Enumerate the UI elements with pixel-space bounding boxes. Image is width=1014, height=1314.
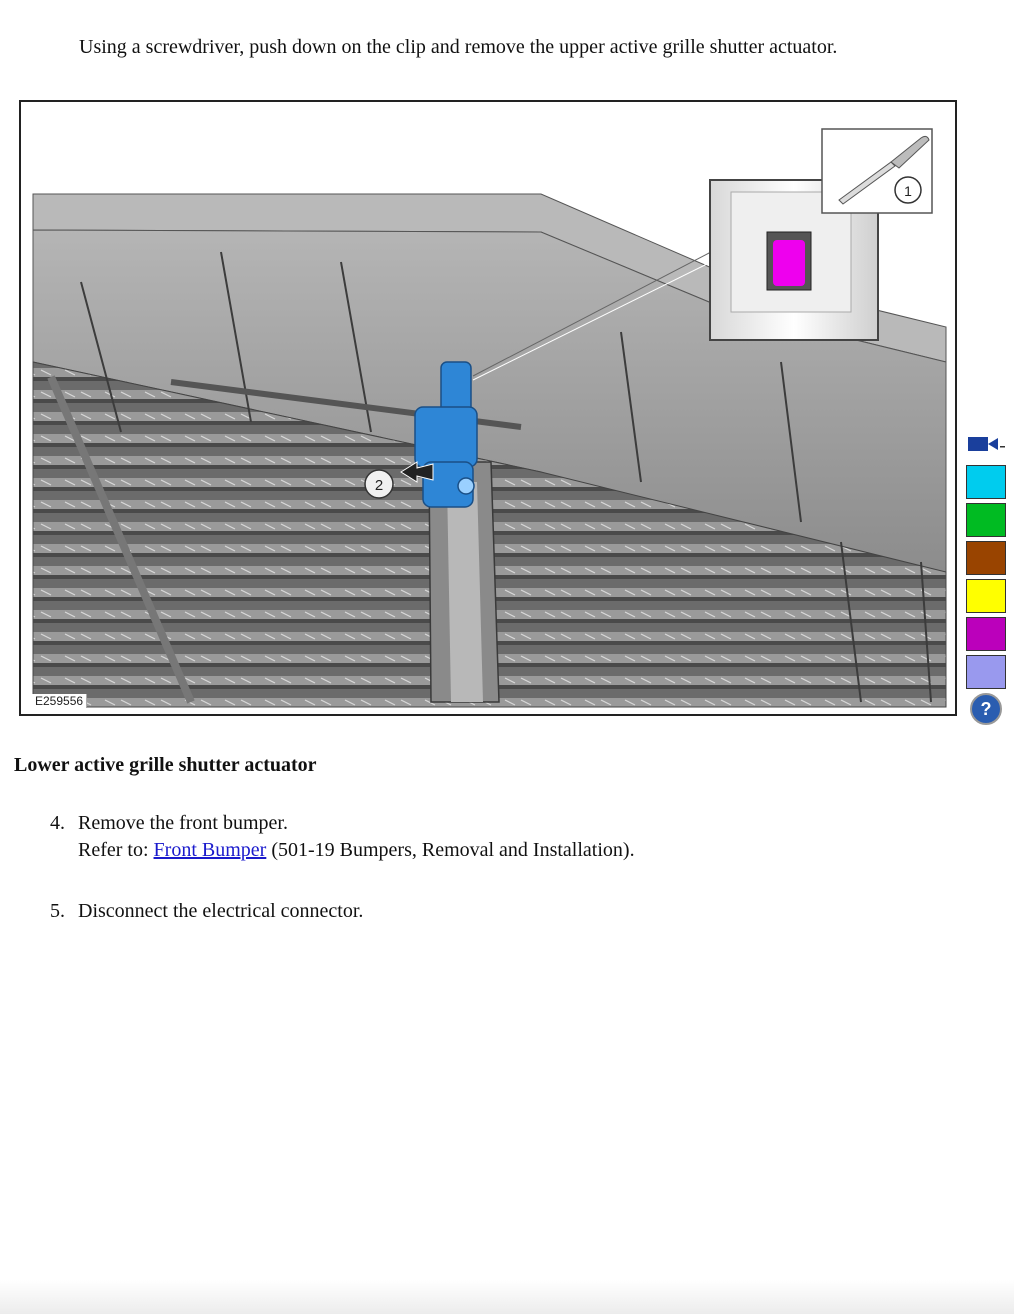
callout-2: 2 (374, 477, 384, 494)
section-heading: Lower active grille shutter actuator (14, 754, 317, 776)
step-number: 5. (50, 900, 65, 922)
color-swatch-cyan (966, 465, 1006, 499)
intro-instruction: Using a screwdriver, push down on the clip and remove the upper active grille shutter actuator. (79, 36, 838, 58)
color-swatch-lavender (966, 655, 1006, 689)
front-bumper-link[interactable]: Front Bumper (153, 839, 267, 861)
color-legend (966, 434, 1008, 725)
color-swatch-brown (966, 541, 1006, 575)
refer-prefix: Refer to: (78, 839, 149, 861)
step-text: Remove the front bumper. (78, 812, 288, 834)
color-swatch-magenta (966, 617, 1006, 651)
help-icon[interactable]: ? (970, 693, 1002, 725)
figure-id-label: E259556 (32, 694, 87, 708)
page-bottom-edge (0, 1280, 1014, 1314)
camera-icon[interactable] (966, 434, 1006, 456)
step-number: 4. (50, 812, 65, 834)
callout-1: 1 (904, 183, 912, 199)
refer-suffix: (501-19 Bumpers, Removal and Installation). (271, 839, 635, 861)
color-swatch-green (966, 503, 1006, 537)
step-list (50, 810, 635, 959)
grille-illustration (21, 102, 955, 714)
color-swatch-yellow (966, 579, 1006, 613)
step-5 (50, 898, 635, 925)
step-text: Disconnect the electrical connector. (78, 900, 364, 922)
procedure-figure (19, 100, 957, 716)
step-4 (50, 810, 635, 864)
